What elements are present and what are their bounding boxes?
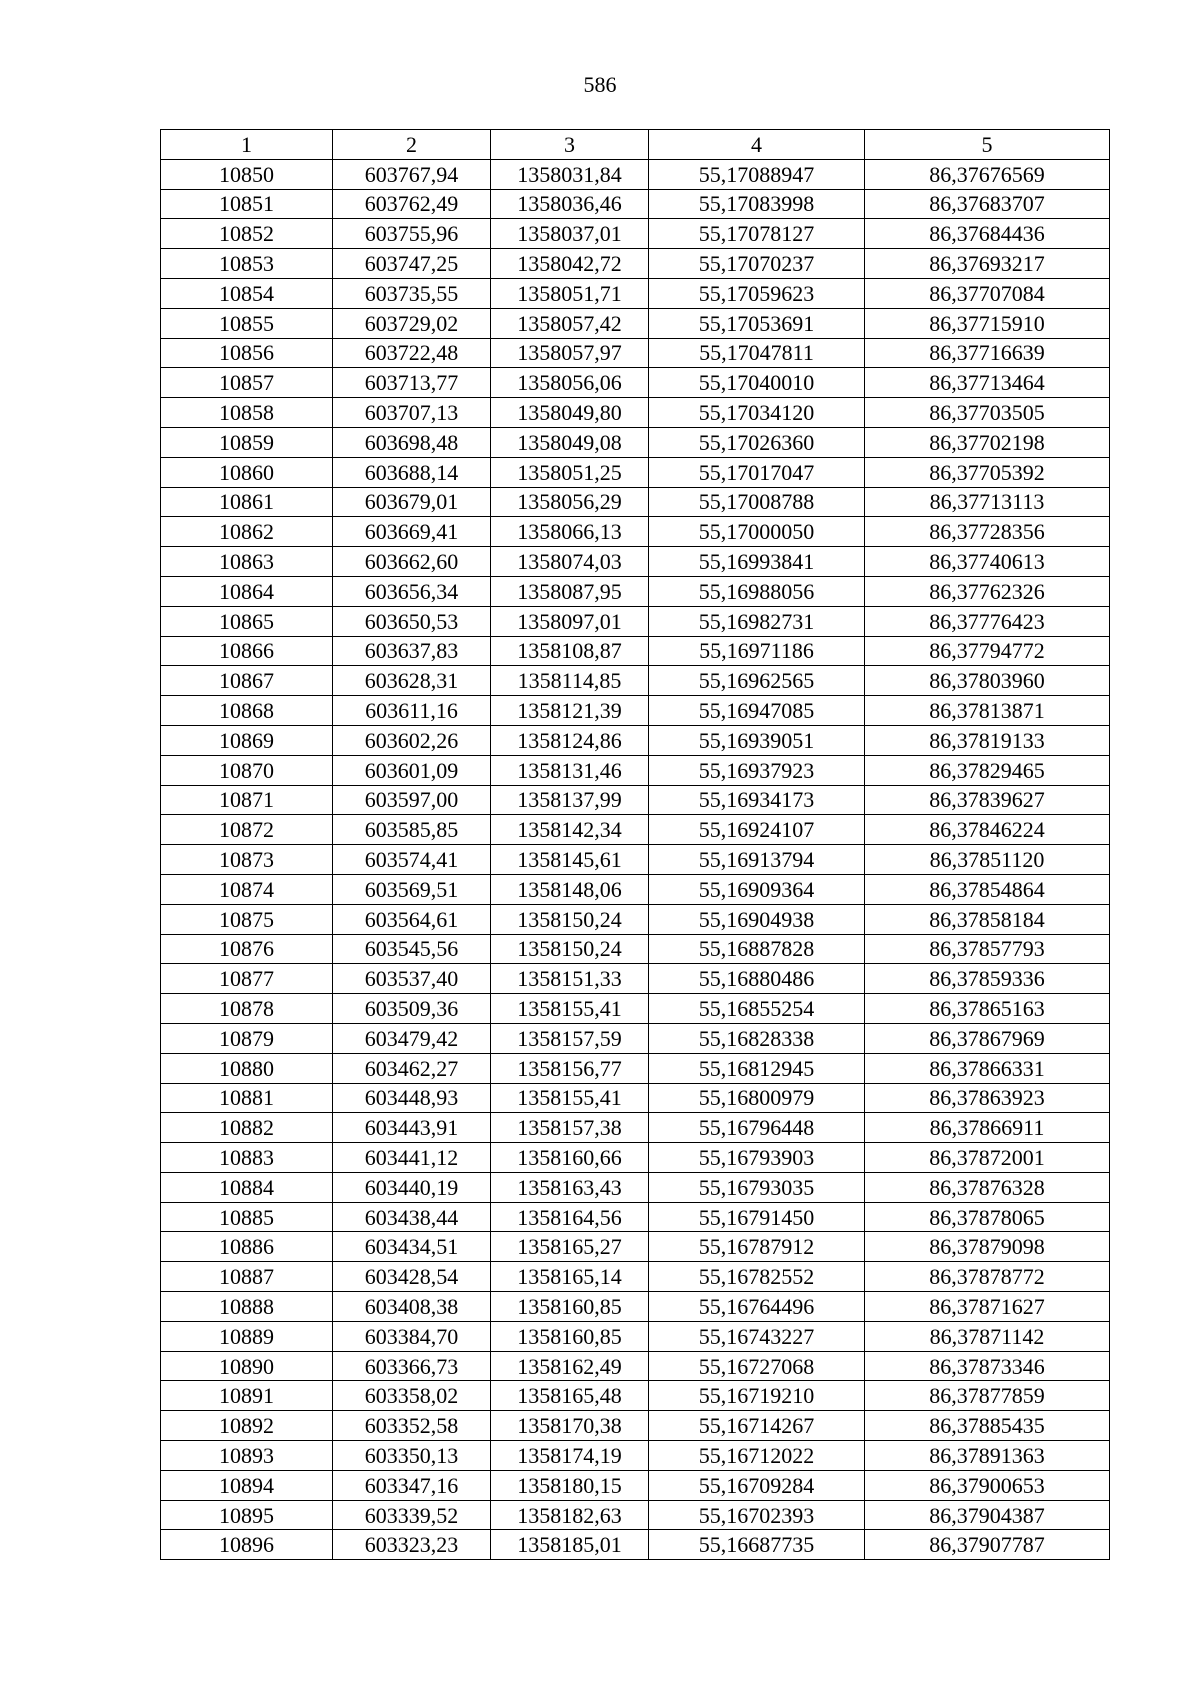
- table-cell-col-1: 10895: [161, 1500, 333, 1530]
- table-cell-col-3: 1358155,41: [491, 994, 649, 1024]
- table-cell-col-2: 603698,48: [333, 427, 491, 457]
- table-cell-col-1: 10889: [161, 1321, 333, 1351]
- table-row: [161, 368, 1110, 398]
- table-cell-col-5: 86,37813871: [865, 696, 1110, 726]
- table-row: [161, 427, 1110, 457]
- table-cell-col-2: 603347,16: [333, 1470, 491, 1500]
- table-cell-col-4: 55,16855254: [649, 994, 865, 1024]
- table-cell-col-2: 603602,26: [333, 725, 491, 755]
- table-cell-col-4: 55,16719210: [649, 1381, 865, 1411]
- table-cell-col-4: 55,16782552: [649, 1262, 865, 1292]
- table-cell-col-2: 603611,16: [333, 696, 491, 726]
- table-row: [161, 1351, 1110, 1381]
- table-header: [161, 130, 1110, 160]
- table-cell-col-5: 86,37703505: [865, 398, 1110, 428]
- table-row: [161, 1143, 1110, 1173]
- table-cell-col-2: 603448,93: [333, 1083, 491, 1113]
- table-cell-col-5: 86,37866331: [865, 1053, 1110, 1083]
- table-cell-col-4: 55,16743227: [649, 1321, 865, 1351]
- table-cell-col-4: 55,16714267: [649, 1411, 865, 1441]
- table-row: [161, 755, 1110, 785]
- table-cell-col-2: 603428,54: [333, 1262, 491, 1292]
- table-cell-col-4: 55,16880486: [649, 964, 865, 994]
- table-cell-col-3: 1358124,86: [491, 725, 649, 755]
- table-cell-col-4: 55,17059623: [649, 278, 865, 308]
- table-cell-col-1: 10859: [161, 427, 333, 457]
- table-cell-col-2: 603735,55: [333, 278, 491, 308]
- table-row: [161, 1113, 1110, 1143]
- table-row: [161, 1530, 1110, 1560]
- table-cell-col-3: 1358160,85: [491, 1292, 649, 1322]
- column-header-1: 1: [161, 130, 333, 160]
- table-cell-col-2: 603656,34: [333, 576, 491, 606]
- table-body: [161, 159, 1110, 1559]
- table-cell-col-5: 86,37891363: [865, 1441, 1110, 1471]
- table-row: [161, 1321, 1110, 1351]
- table-cell-col-3: 1358074,03: [491, 547, 649, 577]
- table-cell-col-3: 1358031,84: [491, 159, 649, 189]
- table-cell-col-5: 86,37851120: [865, 845, 1110, 875]
- table-row: [161, 845, 1110, 875]
- table-cell-col-1: 10893: [161, 1441, 333, 1471]
- table-cell-col-5: 86,37740613: [865, 547, 1110, 577]
- table-cell-col-4: 55,16764496: [649, 1292, 865, 1322]
- table-cell-col-4: 55,17078127: [649, 219, 865, 249]
- table-cell-col-1: 10886: [161, 1232, 333, 1262]
- table-row: [161, 219, 1110, 249]
- table-row: [161, 1470, 1110, 1500]
- table-cell-col-2: 603438,44: [333, 1202, 491, 1232]
- table-cell-col-4: 55,16793903: [649, 1143, 865, 1173]
- table-cell-col-2: 603767,94: [333, 159, 491, 189]
- table-cell-col-5: 86,37702198: [865, 427, 1110, 457]
- table-cell-col-1: 10860: [161, 457, 333, 487]
- table-cell-col-1: 10892: [161, 1411, 333, 1441]
- table-cell-col-5: 86,37867969: [865, 1023, 1110, 1053]
- table-cell-col-1: 10850: [161, 159, 333, 189]
- table-row: [161, 398, 1110, 428]
- table-cell-col-3: 1358056,29: [491, 487, 649, 517]
- table-cell-col-2: 603358,02: [333, 1381, 491, 1411]
- table-cell-col-1: 10890: [161, 1351, 333, 1381]
- table-cell-col-3: 1358036,46: [491, 189, 649, 219]
- table-cell-col-3: 1358155,41: [491, 1083, 649, 1113]
- table-cell-col-5: 86,37762326: [865, 576, 1110, 606]
- table-cell-col-1: 10851: [161, 189, 333, 219]
- table-row: [161, 874, 1110, 904]
- table-cell-col-3: 1358174,19: [491, 1441, 649, 1471]
- table-row: [161, 338, 1110, 368]
- table-cell-col-1: 10874: [161, 874, 333, 904]
- table-cell-col-1: 10867: [161, 666, 333, 696]
- table-cell-col-4: 55,16924107: [649, 815, 865, 845]
- table-cell-col-5: 86,37866911: [865, 1113, 1110, 1143]
- table-cell-col-4: 55,16791450: [649, 1202, 865, 1232]
- table-cell-col-2: 603384,70: [333, 1321, 491, 1351]
- table-cell-col-2: 603440,19: [333, 1172, 491, 1202]
- table-cell-col-5: 86,37684436: [865, 219, 1110, 249]
- table-cell-col-1: 10871: [161, 785, 333, 815]
- table-cell-col-2: 603755,96: [333, 219, 491, 249]
- table-cell-col-2: 603443,91: [333, 1113, 491, 1143]
- table-cell-col-3: 1358150,24: [491, 934, 649, 964]
- table-cell-col-3: 1358151,33: [491, 964, 649, 994]
- table-cell-col-3: 1358057,97: [491, 338, 649, 368]
- table-cell-col-4: 55,17088947: [649, 159, 865, 189]
- table-cell-col-4: 55,16937923: [649, 755, 865, 785]
- table-row: [161, 1023, 1110, 1053]
- table-cell-col-5: 86,37876328: [865, 1172, 1110, 1202]
- table-cell-col-1: 10887: [161, 1262, 333, 1292]
- table-row: [161, 249, 1110, 279]
- table-cell-col-2: 603339,52: [333, 1500, 491, 1530]
- table-cell-col-2: 603537,40: [333, 964, 491, 994]
- table-cell-col-4: 55,17008788: [649, 487, 865, 517]
- table-cell-col-5: 86,37857793: [865, 934, 1110, 964]
- table-cell-col-1: 10854: [161, 278, 333, 308]
- page-number: 586: [583, 72, 617, 97]
- table-cell-col-4: 55,16971186: [649, 636, 865, 666]
- table-cell-col-5: 86,37676569: [865, 159, 1110, 189]
- coordinates-table: [160, 129, 1110, 1560]
- table-row: [161, 1262, 1110, 1292]
- table-cell-col-4: 55,17026360: [649, 427, 865, 457]
- table-row: [161, 517, 1110, 547]
- table-cell-col-2: 603722,48: [333, 338, 491, 368]
- table-cell-col-4: 55,16988056: [649, 576, 865, 606]
- table-cell-col-1: 10870: [161, 755, 333, 785]
- table-cell-col-1: 10894: [161, 1470, 333, 1500]
- table-row: [161, 1202, 1110, 1232]
- table-cell-col-1: 10868: [161, 696, 333, 726]
- table-cell-col-3: 1358165,48: [491, 1381, 649, 1411]
- table-cell-col-4: 55,16712022: [649, 1441, 865, 1471]
- table-cell-col-4: 55,16909364: [649, 874, 865, 904]
- table-cell-col-5: 86,37713464: [865, 368, 1110, 398]
- table-cell-col-3: 1358049,80: [491, 398, 649, 428]
- table-cell-col-4: 55,16796448: [649, 1113, 865, 1143]
- table-cell-col-1: 10872: [161, 815, 333, 845]
- table-row: [161, 487, 1110, 517]
- table-cell-col-3: 1358165,14: [491, 1262, 649, 1292]
- table-cell-col-3: 1358097,01: [491, 606, 649, 636]
- table-cell-col-5: 86,37879098: [865, 1232, 1110, 1262]
- table-cell-col-4: 55,17017047: [649, 457, 865, 487]
- table-cell-col-4: 55,16812945: [649, 1053, 865, 1083]
- table-row: [161, 1500, 1110, 1530]
- table-cell-col-5: 86,37693217: [865, 249, 1110, 279]
- table-cell-col-3: 1358180,15: [491, 1470, 649, 1500]
- table-cell-col-3: 1358157,38: [491, 1113, 649, 1143]
- table-cell-col-3: 1358108,87: [491, 636, 649, 666]
- table-cell-col-3: 1358157,59: [491, 1023, 649, 1053]
- table-row: [161, 606, 1110, 636]
- table-cell-col-1: 10880: [161, 1053, 333, 1083]
- table-cell-col-1: 10864: [161, 576, 333, 606]
- table-cell-col-1: 10869: [161, 725, 333, 755]
- table-cell-col-4: 55,16702393: [649, 1500, 865, 1530]
- table-cell-col-1: 10856: [161, 338, 333, 368]
- table-cell-col-5: 86,37904387: [865, 1500, 1110, 1530]
- table-cell-col-2: 603352,58: [333, 1411, 491, 1441]
- table-row: [161, 547, 1110, 577]
- table-cell-col-2: 603323,23: [333, 1530, 491, 1560]
- table-cell-col-1: 10873: [161, 845, 333, 875]
- table-cell-col-1: 10888: [161, 1292, 333, 1322]
- column-header-3: 3: [491, 130, 649, 160]
- table-cell-col-1: 10862: [161, 517, 333, 547]
- table-cell-col-5: 86,37707084: [865, 278, 1110, 308]
- table-cell-col-3: 1358163,43: [491, 1172, 649, 1202]
- column-header-5: 5: [865, 130, 1110, 160]
- table-cell-col-3: 1358137,99: [491, 785, 649, 815]
- table-cell-col-1: 10878: [161, 994, 333, 1024]
- table-cell-col-3: 1358156,77: [491, 1053, 649, 1083]
- table-row: [161, 1381, 1110, 1411]
- table-cell-col-4: 55,16913794: [649, 845, 865, 875]
- table-cell-col-4: 55,16828338: [649, 1023, 865, 1053]
- table-cell-col-5: 86,37803960: [865, 666, 1110, 696]
- table-cell-col-2: 603564,61: [333, 904, 491, 934]
- table-cell-col-2: 603729,02: [333, 308, 491, 338]
- table-cell-col-4: 55,16947085: [649, 696, 865, 726]
- table-cell-col-5: 86,37871142: [865, 1321, 1110, 1351]
- table-cell-col-4: 55,16962565: [649, 666, 865, 696]
- table-cell-col-1: 10879: [161, 1023, 333, 1053]
- table-cell-col-5: 86,37794772: [865, 636, 1110, 666]
- table-row: [161, 964, 1110, 994]
- table-cell-col-2: 603637,83: [333, 636, 491, 666]
- table-row: [161, 815, 1110, 845]
- table-cell-col-4: 55,16787912: [649, 1232, 865, 1262]
- table-cell-col-3: 1358087,95: [491, 576, 649, 606]
- table-cell-col-5: 86,37900653: [865, 1470, 1110, 1500]
- table-cell-col-5: 86,37854864: [865, 874, 1110, 904]
- table-cell-col-1: 10884: [161, 1172, 333, 1202]
- table-cell-col-2: 603434,51: [333, 1232, 491, 1262]
- table-cell-col-3: 1358148,06: [491, 874, 649, 904]
- table-cell-col-5: 86,37839627: [865, 785, 1110, 815]
- table-cell-col-5: 86,37872001: [865, 1143, 1110, 1173]
- table-cell-col-3: 1358145,61: [491, 845, 649, 875]
- table-cell-col-3: 1358150,24: [491, 904, 649, 934]
- table-cell-col-2: 603585,85: [333, 815, 491, 845]
- table-row: [161, 308, 1110, 338]
- table-cell-col-2: 603601,09: [333, 755, 491, 785]
- table-cell-col-3: 1358114,85: [491, 666, 649, 696]
- table-cell-col-2: 603747,25: [333, 249, 491, 279]
- table-cell-col-3: 1358131,46: [491, 755, 649, 785]
- table-cell-col-3: 1358037,01: [491, 219, 649, 249]
- table-cell-col-3: 1358170,38: [491, 1411, 649, 1441]
- table-cell-col-5: 86,37683707: [865, 189, 1110, 219]
- table-cell-col-2: 603545,56: [333, 934, 491, 964]
- table-cell-col-5: 86,37858184: [865, 904, 1110, 934]
- table-cell-col-2: 603662,60: [333, 547, 491, 577]
- table-cell-col-3: 1358160,66: [491, 1143, 649, 1173]
- table-cell-col-4: 55,17053691: [649, 308, 865, 338]
- table-cell-col-3: 1358056,06: [491, 368, 649, 398]
- table-cell-col-5: 86,37728356: [865, 517, 1110, 547]
- table-cell-col-2: 603462,27: [333, 1053, 491, 1083]
- table-cell-col-3: 1358051,71: [491, 278, 649, 308]
- table-cell-col-5: 86,37846224: [865, 815, 1110, 845]
- table-cell-col-5: 86,37877859: [865, 1381, 1110, 1411]
- table-cell-col-5: 86,37873346: [865, 1351, 1110, 1381]
- table-cell-col-2: 603509,36: [333, 994, 491, 1024]
- table-cell-col-1: 10876: [161, 934, 333, 964]
- table-cell-col-5: 86,37859336: [865, 964, 1110, 994]
- table-cell-col-4: 55,17040010: [649, 368, 865, 398]
- table-cell-col-5: 86,37716639: [865, 338, 1110, 368]
- table-cell-col-1: 10865: [161, 606, 333, 636]
- table-row: [161, 1232, 1110, 1262]
- table-row: [161, 1053, 1110, 1083]
- table-row: [161, 1172, 1110, 1202]
- table-cell-col-1: 10882: [161, 1113, 333, 1143]
- table-cell-col-1: 10875: [161, 904, 333, 934]
- table-cell-col-3: 1358185,01: [491, 1530, 649, 1560]
- table-row: [161, 457, 1110, 487]
- table-row: [161, 189, 1110, 219]
- table-row: [161, 159, 1110, 189]
- table-cell-col-2: 603650,53: [333, 606, 491, 636]
- table-cell-col-5: 86,37878772: [865, 1262, 1110, 1292]
- table-cell-col-2: 603366,73: [333, 1351, 491, 1381]
- table-cell-col-3: 1358165,27: [491, 1232, 649, 1262]
- table-cell-col-5: 86,37907787: [865, 1530, 1110, 1560]
- table-row: [161, 994, 1110, 1024]
- table-row: [161, 636, 1110, 666]
- table-cell-col-3: 1358164,56: [491, 1202, 649, 1232]
- table-row: [161, 576, 1110, 606]
- table-row: [161, 934, 1110, 964]
- table-cell-col-4: 55,16709284: [649, 1470, 865, 1500]
- table-cell-col-1: 10881: [161, 1083, 333, 1113]
- table-cell-col-2: 603707,13: [333, 398, 491, 428]
- table-row: [161, 1441, 1110, 1471]
- table-cell-col-1: 10855: [161, 308, 333, 338]
- table-cell-col-1: 10853: [161, 249, 333, 279]
- table-cell-col-5: 86,37871627: [865, 1292, 1110, 1322]
- table-row: [161, 1083, 1110, 1113]
- table-cell-col-1: 10863: [161, 547, 333, 577]
- table-cell-col-2: 603628,31: [333, 666, 491, 696]
- table-cell-col-5: 86,37885435: [865, 1411, 1110, 1441]
- table-cell-col-4: 55,16687735: [649, 1530, 865, 1560]
- table-cell-col-3: 1358066,13: [491, 517, 649, 547]
- table-cell-col-4: 55,17034120: [649, 398, 865, 428]
- table-cell-col-5: 86,37865163: [865, 994, 1110, 1024]
- column-header-4: 4: [649, 130, 865, 160]
- table-cell-col-4: 55,16993841: [649, 547, 865, 577]
- table-row: [161, 666, 1110, 696]
- table-cell-col-4: 55,16982731: [649, 606, 865, 636]
- table-cell-col-5: 86,37776423: [865, 606, 1110, 636]
- table-cell-col-4: 55,17070237: [649, 249, 865, 279]
- table-cell-col-2: 603762,49: [333, 189, 491, 219]
- table-cell-col-2: 603597,00: [333, 785, 491, 815]
- table-row: [161, 696, 1110, 726]
- column-header-2: 2: [333, 130, 491, 160]
- table-cell-col-3: 1358049,08: [491, 427, 649, 457]
- table-cell-col-5: 86,37829465: [865, 755, 1110, 785]
- table-row: [161, 785, 1110, 815]
- table-cell-col-5: 86,37863923: [865, 1083, 1110, 1113]
- table-cell-col-3: 1358160,85: [491, 1321, 649, 1351]
- table-cell-col-1: 10885: [161, 1202, 333, 1232]
- table-cell-col-3: 1358121,39: [491, 696, 649, 726]
- table-cell-col-2: 603669,41: [333, 517, 491, 547]
- table-cell-col-2: 603441,12: [333, 1143, 491, 1173]
- table-cell-col-4: 55,16727068: [649, 1351, 865, 1381]
- table-cell-col-4: 55,17083998: [649, 189, 865, 219]
- header-row: [161, 130, 1110, 160]
- table-cell-col-4: 55,16904938: [649, 904, 865, 934]
- table-cell-col-5: 86,37819133: [865, 725, 1110, 755]
- table-cell-col-2: 603688,14: [333, 457, 491, 487]
- table-cell-col-5: 86,37715910: [865, 308, 1110, 338]
- table-row: [161, 725, 1110, 755]
- table-cell-col-3: 1358042,72: [491, 249, 649, 279]
- table-cell-col-1: 10866: [161, 636, 333, 666]
- table-cell-col-2: 603479,42: [333, 1023, 491, 1053]
- table-cell-col-2: 603408,38: [333, 1292, 491, 1322]
- table-cell-col-4: 55,16934173: [649, 785, 865, 815]
- table-cell-col-2: 603574,41: [333, 845, 491, 875]
- table-cell-col-4: 55,16800979: [649, 1083, 865, 1113]
- table-cell-col-4: 55,17000050: [649, 517, 865, 547]
- table-cell-col-4: 55,17047811: [649, 338, 865, 368]
- table-cell-col-3: 1358162,49: [491, 1351, 649, 1381]
- table-cell-col-2: 603679,01: [333, 487, 491, 517]
- table-cell-col-2: 603713,77: [333, 368, 491, 398]
- table-cell-col-5: 86,37705392: [865, 457, 1110, 487]
- table-row: [161, 904, 1110, 934]
- table-cell-col-1: 10891: [161, 1381, 333, 1411]
- table-cell-col-4: 55,16887828: [649, 934, 865, 964]
- table-cell-col-5: 86,37713113: [865, 487, 1110, 517]
- table-row: [161, 1411, 1110, 1441]
- table-cell-col-2: 603350,13: [333, 1441, 491, 1471]
- table-cell-col-1: 10852: [161, 219, 333, 249]
- table-cell-col-3: 1358057,42: [491, 308, 649, 338]
- table-cell-col-2: 603569,51: [333, 874, 491, 904]
- table-row: [161, 1292, 1110, 1322]
- table-cell-col-4: 55,16793035: [649, 1172, 865, 1202]
- table-cell-col-1: 10857: [161, 368, 333, 398]
- table-cell-col-1: 10883: [161, 1143, 333, 1173]
- table-cell-col-3: 1358182,63: [491, 1500, 649, 1530]
- table-cell-col-3: 1358051,25: [491, 457, 649, 487]
- table-cell-col-1: 10861: [161, 487, 333, 517]
- table-cell-col-4: 55,16939051: [649, 725, 865, 755]
- table-cell-col-1: 10858: [161, 398, 333, 428]
- table-row: [161, 278, 1110, 308]
- table-cell-col-5: 86,37878065: [865, 1202, 1110, 1232]
- table-cell-col-1: 10896: [161, 1530, 333, 1560]
- table-cell-col-3: 1358142,34: [491, 815, 649, 845]
- table-cell-col-1: 10877: [161, 964, 333, 994]
